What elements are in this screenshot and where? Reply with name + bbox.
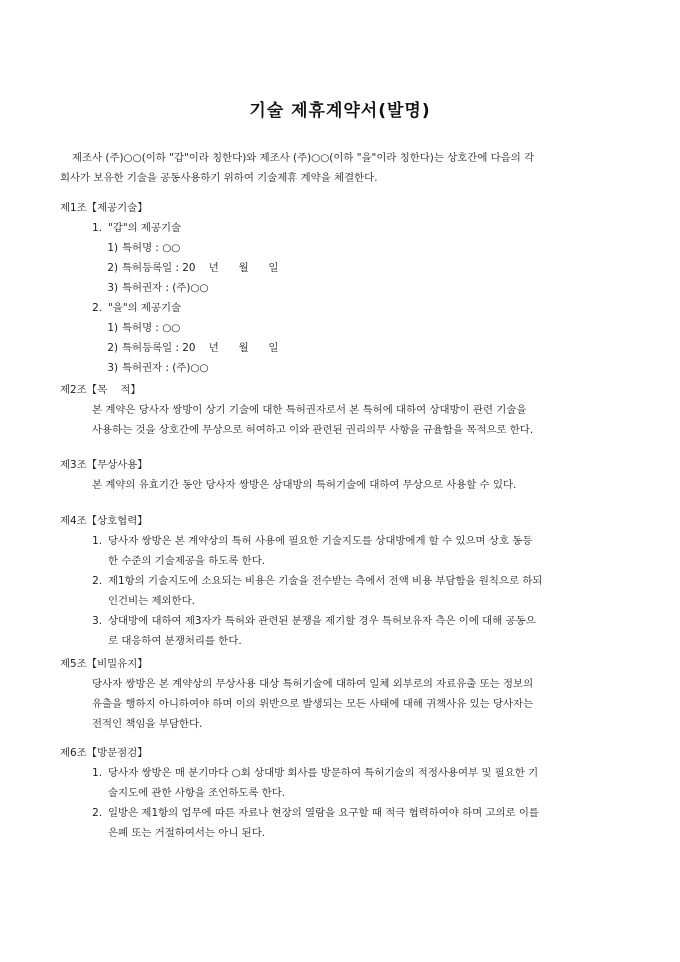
body-line: 사용하는 것을 상호간에 무상으로 허여하고 이와 관련된 권리의무 사항을 규율함을 목적으로 한다. xyxy=(92,424,534,436)
list-item xyxy=(60,803,623,823)
article-heading: 제1조【제공기술】 xyxy=(60,202,148,214)
sub-text: 특허권자 : (주)○○ xyxy=(122,362,209,374)
article-5 xyxy=(60,654,623,734)
item-number: 1. xyxy=(92,222,102,234)
intro-line: 회사가 보유한 기술을 공동사용하기 위하여 기술제휴 계약을 체결한다. xyxy=(60,172,378,184)
list-item xyxy=(60,298,623,318)
item-number: 2. xyxy=(92,302,102,314)
body-line: 본 계약은 당사자 쌍방이 상기 기술에 대한 특허권자로서 본 특허에 대하여 상대방이 관련 기술을 xyxy=(92,404,527,416)
article-2 xyxy=(60,380,623,440)
body-line: 유출을 행하지 아니하여야 하며 이의 위반으로 발생되는 모든 사태에 대해 귀책사유 있는 당사자는 xyxy=(92,698,534,710)
list-item xyxy=(60,531,623,551)
sub-item xyxy=(60,278,623,298)
intro-paragraph xyxy=(60,148,623,188)
body-line: 당사자 쌍방은 본 계약상의 무상사용 대상 특허기술에 대하여 일체 외부로의 자료유출 또는 정보의 xyxy=(92,678,534,690)
item-text: "갑"의 제공기술 xyxy=(108,222,182,234)
sub-number: 1) xyxy=(107,322,118,334)
item-text: 당사자 쌍방은 본 계약상의 특허 사용에 필요한 기술지도를 상대방에게 할 수 있으며 상호 동등 xyxy=(108,535,533,547)
article-4 xyxy=(60,511,623,651)
list-item xyxy=(60,611,623,631)
sub-item xyxy=(60,258,623,278)
list-item xyxy=(60,571,623,591)
item-text: 일방은 제1항의 업무에 따른 자료나 현장의 열람을 요구할 때 적극 협력하여야 하며 고의로 이를 xyxy=(108,807,539,819)
item-number: 2. xyxy=(92,807,102,819)
body-line: 본 계약의 유효기간 동안 당사자 쌍방은 상대방의 특허기술에 대하여 무상으로 사용할 수 있다. xyxy=(92,479,517,491)
item-continuation: 한 수준의 기술제공을 하도록 한다. xyxy=(108,555,266,567)
article-body xyxy=(92,475,623,495)
item-continuation: 술지도에 관한 사항을 조언하도록 한다. xyxy=(108,787,286,799)
item-text: 제1항의 기술지도에 소요되는 비용은 기술을 전수받는 측에서 전액 비용 부담함을 원칙으로 하되 xyxy=(108,575,543,587)
article-6 xyxy=(60,743,623,843)
sub-number: 3) xyxy=(107,362,118,374)
sub-item xyxy=(60,338,623,358)
article-heading: 제4조【상호협력】 xyxy=(60,515,148,527)
list-item xyxy=(60,763,623,783)
item-number: 1. xyxy=(92,535,102,547)
article-heading: 제3조【무상사용】 xyxy=(60,459,148,471)
intro-line: 제조사 (주)○○(이하 "갑"이라 칭한다)와 제조사 (주)○○(이하 "을"이라 칭한다)는 상호간에 다음의 각 xyxy=(72,152,535,164)
article-body xyxy=(92,400,623,440)
item-number: 2. xyxy=(92,575,102,587)
sub-text: 특허명 : ○○ xyxy=(122,242,181,254)
item-text: 상대방에 대하여 제3자가 특허와 관련된 분쟁을 제기할 경우 특허보유자 측은 이에 대해 공동으 xyxy=(108,615,536,627)
item-text: 당사자 쌍방은 매 분기마다 ○회 상대방 회사를 방문하여 특허기술의 적정사용여부 및 필요한 기 xyxy=(108,767,539,779)
item-continuation: 은폐 또는 거절하여서는 아니 된다. xyxy=(108,827,266,839)
sub-text: 특허등록일 : 20 년 월 일 xyxy=(122,262,279,274)
article-1 xyxy=(60,198,623,378)
document-title: 기술 제휴계약서(발명) xyxy=(249,101,431,121)
sub-item xyxy=(60,358,623,378)
sub-text: 특허등록일 : 20 년 월 일 xyxy=(122,342,279,354)
article-3 xyxy=(60,455,623,495)
article-heading: 제5조【비밀유지】 xyxy=(60,658,148,670)
sub-item xyxy=(60,238,623,258)
item-text: "을"의 제공기술 xyxy=(108,302,182,314)
item-number: 3. xyxy=(92,615,102,627)
sub-number: 2) xyxy=(107,262,118,274)
item-continuation: 로 대응하여 분쟁처리를 한다. xyxy=(108,635,242,647)
item-number: 1. xyxy=(92,767,102,779)
body-line: 전적인 책임을 부담한다. xyxy=(92,718,203,730)
sub-text: 특허권자 : (주)○○ xyxy=(122,282,209,294)
sub-number: 2) xyxy=(107,342,118,354)
article-heading: 제6조【방문점검】 xyxy=(60,747,148,759)
list-item xyxy=(60,218,623,238)
sub-number: 1) xyxy=(107,242,118,254)
article-heading: 제2조【목 적】 xyxy=(60,384,141,396)
sub-number: 3) xyxy=(107,282,118,294)
item-continuation: 인건비는 제외한다. xyxy=(108,595,195,607)
sub-item xyxy=(60,318,623,338)
sub-text: 특허명 : ○○ xyxy=(122,322,181,334)
article-body xyxy=(92,674,623,734)
